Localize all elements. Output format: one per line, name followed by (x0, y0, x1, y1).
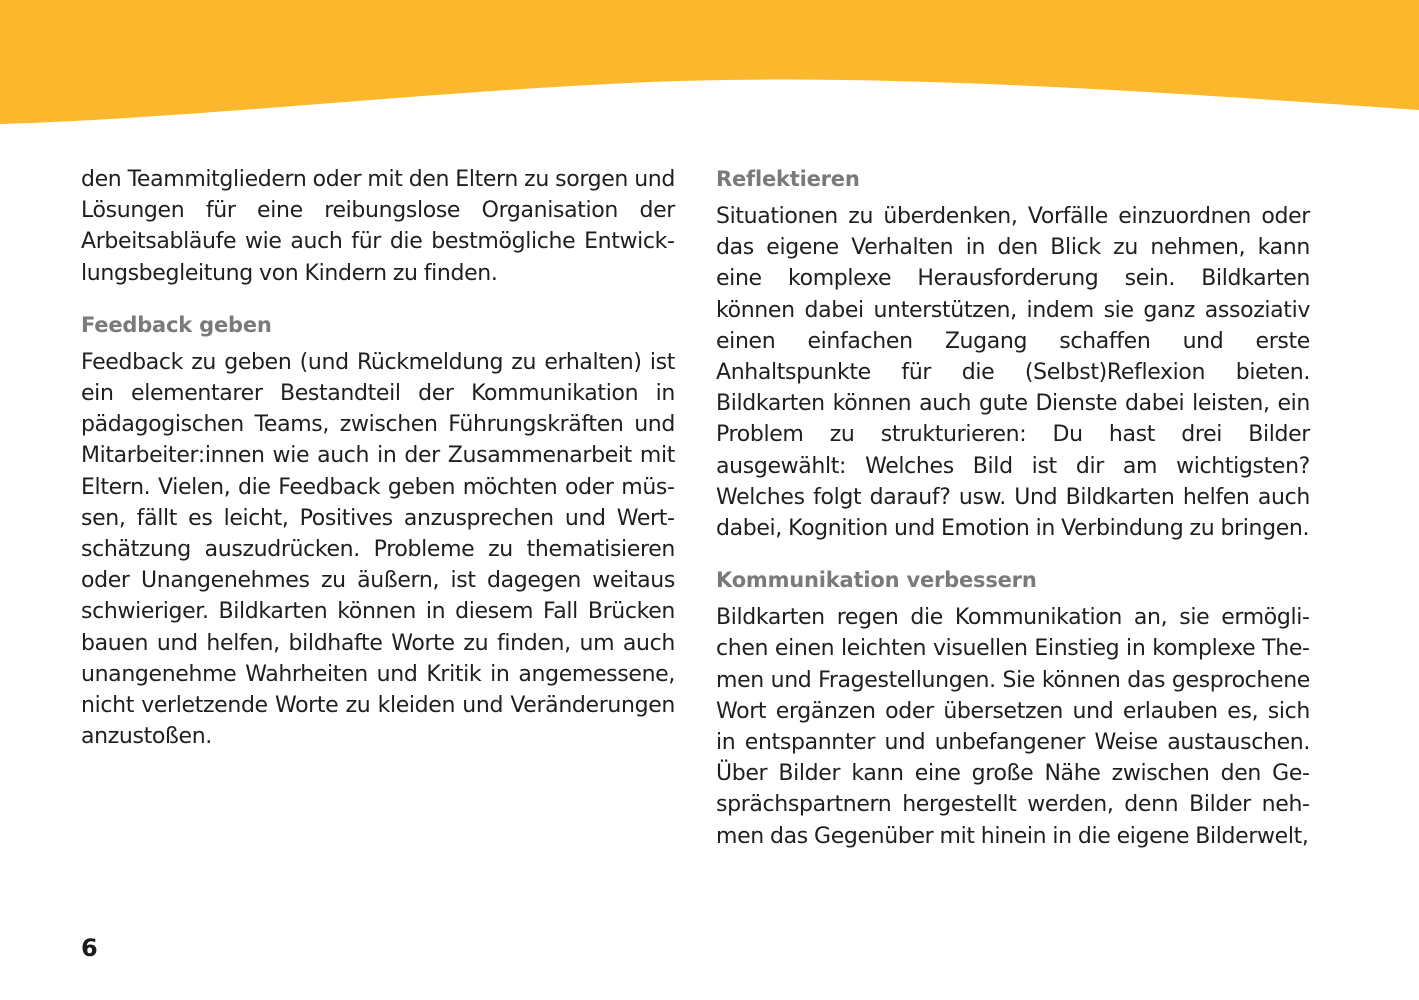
section-heading-kommunikation: Kommunikation verbessern (716, 568, 1037, 593)
kommunikation-paragraph: Bildkarten regen die Kommunikation an, sie ermöglichen einen leichten visuellen Einstieg in komplexe Themen und Fragestellungen. Sie können das gesprochene Wort ergänzen oder übersetzen und erlauben es, sich in entspannter und unbefangener Weise austauschen. Über Bilder kann eine große Nähe zwischen den Gesprächspartnern hergestellt werden, denn Bilder nehmen das Gegenüber mit hinein in die eigene Bilderwelt, (716, 605, 1310, 849)
wave-shape (0, 0, 1419, 124)
section-heading-reflektieren: Reflektieren (716, 167, 860, 191)
header-wave-banner (0, 0, 1419, 130)
left-column (81, 164, 675, 773)
intro-paragraph: den Teammitgliedern oder mit den Eltern zu sorgen und Lösungen für eine reibungslose Organisation der Arbeitsabläufe wie auch für die bestmögliche Entwicklungsbegleitung von Kindern zu finden. (81, 167, 675, 286)
section-heading-feedback: Feedback geben (81, 312, 272, 337)
reflektieren-paragraph: Situationen zu überdenken, Vorfälle einzuordnen oder das eigene Verhalten in den Blick zu nehmen, kann eine komplexe Herausforderung sein. Bildkarten können dabei unterstützen, indem sie ganz assoziativ einen einfachen Zugang schaffen und erste Anhaltspunkte für die (Selbst)Reflexion bieten. Bildkarten können auch gute Dienste dabei leisten, ein Problem zu strukturieren: Du hast drei Bilder ausgewählt: Welches Bild ist dir am wichtigsten? Welches folgt darauf? usw. Und Bildkarten helfen auch dabei, Kognition und Emotion in Verbindung zu bringen. (716, 204, 1310, 542)
page-number: 6 (81, 934, 98, 962)
feedback-paragraph: Feedback zu geben (und Rückmeldung zu erhalten) ist ein elementarer Bestandteil der Kommunikation in pädagogischen Teams, zwischen Führungskräften und Mitarbeiter:innen wie auch in der Zusammenarbeit mit Eltern. Vielen, die Feedback geben möchten oder müssen, fällt es leicht, Positives anzusprechen und Wertschätzung auszudrücken. Probleme zu thematisieren oder Unangenehmes zu äußern, ist dagegen weitaus schwieriger. Bildkarten können in diesem Fall Brücken bauen und helfen, bildhafte Worte zu finden, um auch unangenehme Wahrheiten und Kritik in angemessene, nicht verletzende Worte zu kleiden und Veränderungen anzustoßen. (81, 349, 675, 750)
right-column (716, 164, 1310, 873)
